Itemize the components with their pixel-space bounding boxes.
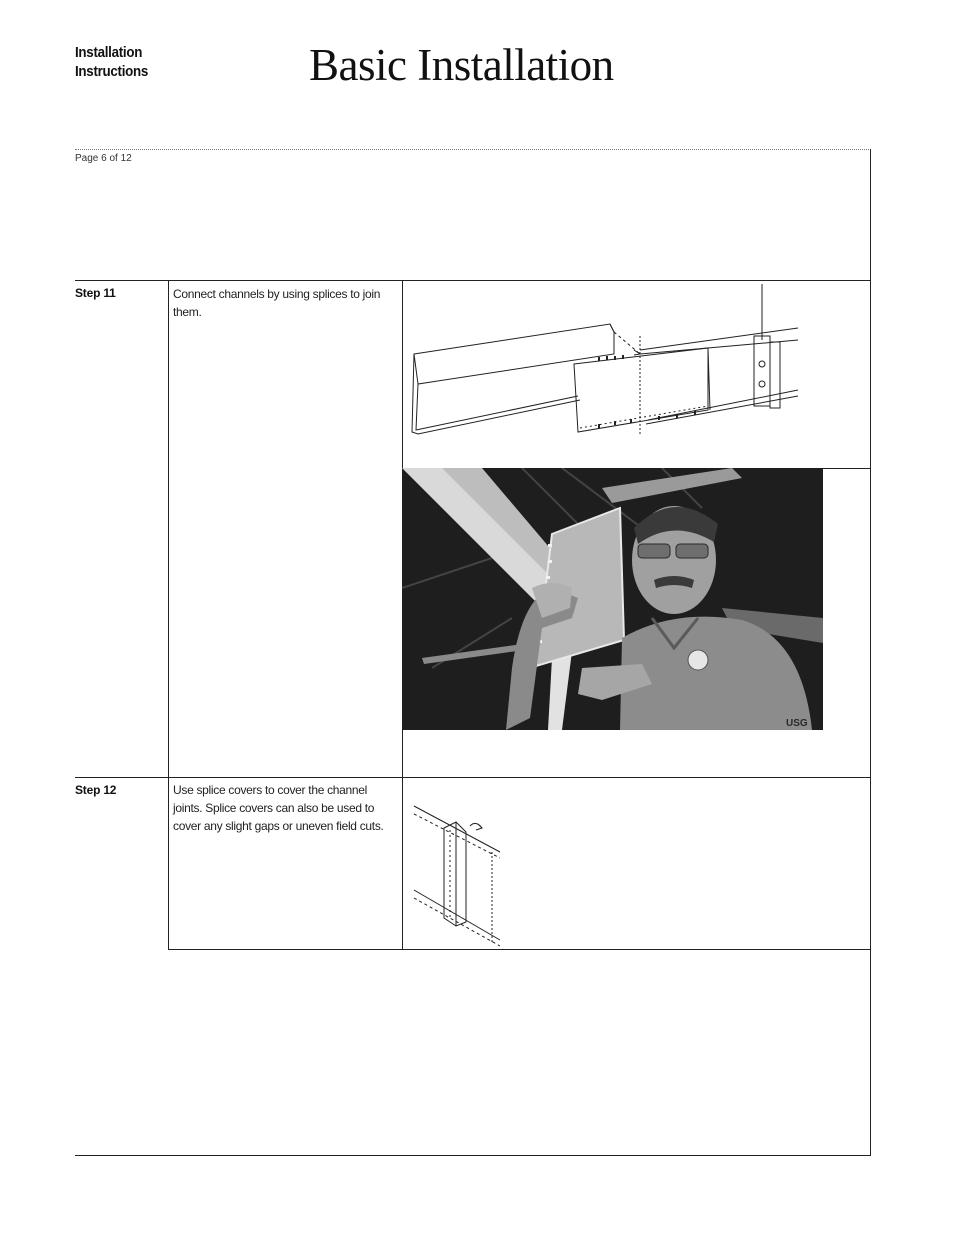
- step-12-text-column-right: [402, 777, 403, 950]
- channel-splice-diagram: [408, 284, 803, 439]
- splice-cover-diagram: [410, 800, 510, 950]
- installer-photo-image: [402, 468, 823, 730]
- shirt-badge-text: USG: [786, 718, 808, 729]
- step-12-bottom-border: [168, 949, 871, 950]
- frame-right-border: [870, 149, 871, 1156]
- step-12-top-border: [75, 777, 871, 778]
- document-type-line-1: Installation: [75, 45, 143, 61]
- step-12-text-column-left: [168, 777, 169, 950]
- step-12-label: Step 12: [75, 783, 117, 797]
- step-12-instructions: Use splice covers to cover the channel joints. Splice covers can also be used to cover any slight gaps or uneven field cuts.: [173, 783, 384, 833]
- page-title: Basic Installation: [309, 40, 614, 90]
- document-type-label: [75, 44, 148, 82]
- frame-bottom-border: [75, 1155, 871, 1156]
- step-11-text-column-left: [168, 280, 169, 778]
- step-11-instructions: Connect channels by using splices to join them.: [173, 287, 381, 319]
- step-11-label: Step 11: [75, 286, 116, 300]
- installer-photo: [402, 468, 823, 730]
- page-number: Page 6 of 12: [75, 153, 132, 164]
- document-type-line-2: Instructions: [75, 64, 149, 80]
- step-11-top-border: [75, 280, 871, 281]
- header-divider: [75, 149, 871, 150]
